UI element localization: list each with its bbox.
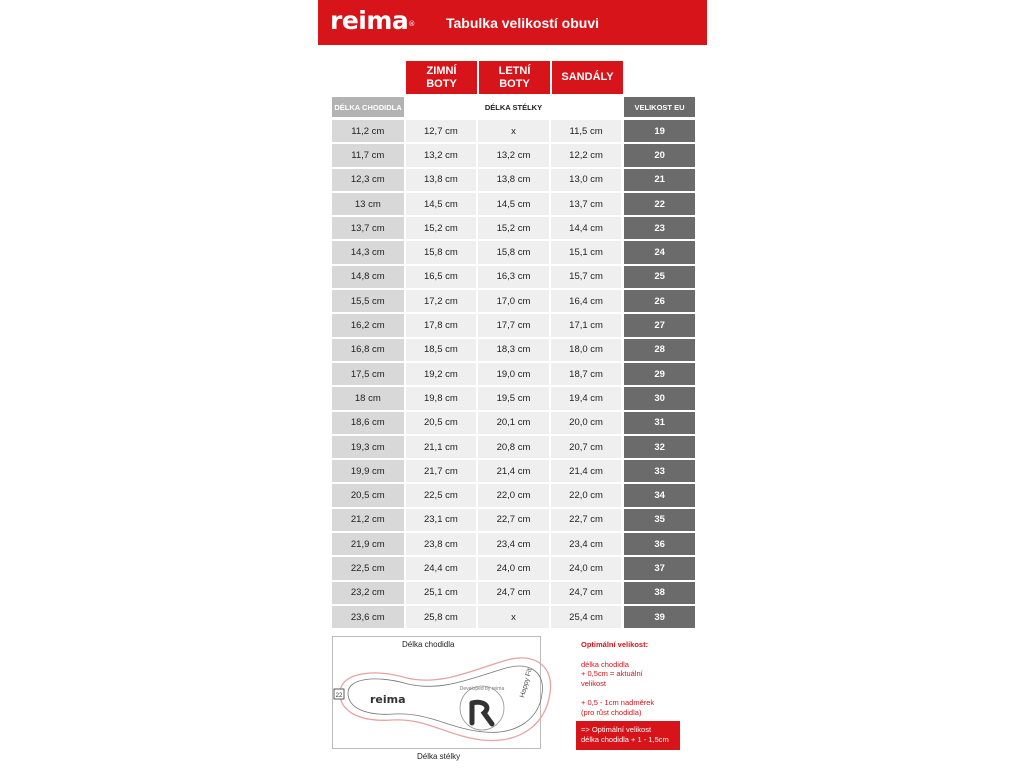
summer-boots-cell: 15,8 cm xyxy=(478,241,549,263)
eu-size-cell: 30 xyxy=(624,387,695,409)
eu-size-cell: 29 xyxy=(624,363,695,385)
winter-boots-cell: 15,2 cm xyxy=(406,217,477,239)
eu-size-cell: 21 xyxy=(624,169,695,191)
diagram-insole-length-label: Délka stélky xyxy=(417,752,461,761)
foot-length-cell: 22,5 cm xyxy=(332,557,404,579)
table-row xyxy=(332,533,695,555)
optimal-size-notes xyxy=(581,640,691,727)
table-row xyxy=(332,339,695,361)
winter-boots-cell: 19,8 cm xyxy=(406,387,477,409)
summer-boots-cell: 23,4 cm xyxy=(478,533,549,555)
header-banner xyxy=(318,0,707,45)
eu-size-cell: 24 xyxy=(624,241,695,263)
eu-size-cell: 37 xyxy=(624,557,695,579)
foot-length-cell: 21,9 cm xyxy=(332,533,404,555)
foot-length-cell: 11,7 cm xyxy=(332,144,404,166)
insole-logo: reima xyxy=(370,693,406,706)
sandals-cell: 15,7 cm xyxy=(551,266,622,288)
foot-length-cell: 14,8 cm xyxy=(332,266,404,288)
foot-length-cell: 19,9 cm xyxy=(332,460,404,482)
table-row xyxy=(332,193,695,215)
sandals-cell: 22,7 cm xyxy=(551,509,622,531)
foot-length-cell: 17,5 cm xyxy=(332,363,404,385)
sandals-cell: 20,0 cm xyxy=(551,412,622,434)
summer-boots-cell: 17,0 cm xyxy=(478,290,549,312)
eu-size-cell: 20 xyxy=(624,144,695,166)
sandals-cell: 16,4 cm xyxy=(551,290,622,312)
foot-length-cell: 23,2 cm xyxy=(332,582,404,604)
table-row xyxy=(332,582,695,604)
table-row xyxy=(332,557,695,579)
winter-boots-cell: 13,8 cm xyxy=(406,169,477,191)
summer-boots-cell: 21,4 cm xyxy=(478,460,549,482)
sandals-cell: 15,1 cm xyxy=(551,241,622,263)
summer-boots-cell: 17,7 cm xyxy=(478,314,549,336)
summer-boots-cell: 19,5 cm xyxy=(478,387,549,409)
eu-size-cell: 31 xyxy=(624,412,695,434)
table-row xyxy=(332,266,695,288)
eu-size-cell: 39 xyxy=(624,606,695,628)
winter-boots-cell: 23,8 cm xyxy=(406,533,477,555)
eu-size-cell: 32 xyxy=(624,436,695,458)
sandals-cell: 20,7 cm xyxy=(551,436,622,458)
insole-illustration xyxy=(332,648,562,748)
foot-length-cell: 23,6 cm xyxy=(332,606,404,628)
table-row xyxy=(332,606,695,628)
notes-title: Optimální velikost: xyxy=(581,640,649,649)
winter-boots-cell: 17,8 cm xyxy=(406,314,477,336)
winter-boots-cell: 25,8 cm xyxy=(406,606,477,628)
foot-length-cell: 13,7 cm xyxy=(332,217,404,239)
size-table xyxy=(332,120,695,630)
table-row xyxy=(332,484,695,506)
winter-boots-cell: 23,1 cm xyxy=(406,509,477,531)
winter-boots-cell: 22,5 cm xyxy=(406,484,477,506)
sandals-cell: 13,0 cm xyxy=(551,169,622,191)
sandals-cell: 18,7 cm xyxy=(551,363,622,385)
notes-growth-allowance: + 0,5 - 1cm nadměrek (pro růst chodidla) xyxy=(581,698,655,717)
eu-size-cell: 38 xyxy=(624,582,695,604)
sandals-cell: 12,2 cm xyxy=(551,144,622,166)
sandals-cell: 14,4 cm xyxy=(551,217,622,239)
eu-size-cell: 34 xyxy=(624,484,695,506)
diagram-foot-length-label: Délka chodidla xyxy=(402,640,455,649)
summer-boots-cell: 14,5 cm xyxy=(478,193,549,215)
winter-boots-cell: 16,5 cm xyxy=(406,266,477,288)
foot-length-cell: 14,3 cm xyxy=(332,241,404,263)
insole-heel-ring-icon xyxy=(460,686,504,730)
column-header-summer-boots: LETNÍ BOTY xyxy=(479,61,550,94)
winter-boots-cell: 12,7 cm xyxy=(406,120,477,142)
summer-boots-cell: 24,0 cm xyxy=(478,557,549,579)
table-row xyxy=(332,290,695,312)
eu-size-cell: 22 xyxy=(624,193,695,215)
column-header-sandals: SANDÁLY xyxy=(552,61,623,94)
summer-boots-cell: 16,3 cm xyxy=(478,266,549,288)
table-row xyxy=(332,412,695,434)
summer-boots-cell: 19,0 cm xyxy=(478,363,549,385)
sandals-cell: 17,1 cm xyxy=(551,314,622,336)
summer-boots-cell: 24,7 cm xyxy=(478,582,549,604)
foot-length-cell: 18 cm xyxy=(332,387,404,409)
eu-size-cell: 27 xyxy=(624,314,695,336)
summer-boots-cell: x xyxy=(478,120,549,142)
optimal-size-callout: => Optimální velikost délka chodidla + 1 - 1,5cm xyxy=(576,721,680,750)
eu-size-cell: 19 xyxy=(624,120,695,142)
summer-boots-cell: 20,8 cm xyxy=(478,436,549,458)
winter-boots-cell: 20,5 cm xyxy=(406,412,477,434)
foot-length-cell: 18,6 cm xyxy=(332,412,404,434)
eu-size-cell: 35 xyxy=(624,509,695,531)
winter-boots-cell: 24,4 cm xyxy=(406,557,477,579)
summer-boots-cell: 13,8 cm xyxy=(478,169,549,191)
summer-boots-cell: 18,3 cm xyxy=(478,339,549,361)
summer-boots-cell: 15,2 cm xyxy=(478,217,549,239)
foot-length-cell: 13 cm xyxy=(332,193,404,215)
winter-boots-cell: 21,7 cm xyxy=(406,460,477,482)
table-row xyxy=(332,241,695,263)
summer-boots-cell: 20,1 cm xyxy=(478,412,549,434)
foot-length-cell: 19,3 cm xyxy=(332,436,404,458)
foot-length-cell: 11,2 cm xyxy=(332,120,404,142)
table-row xyxy=(332,436,695,458)
table-row xyxy=(332,120,695,142)
winter-boots-cell: 21,1 cm xyxy=(406,436,477,458)
sandals-cell: 21,4 cm xyxy=(551,460,622,482)
eu-size-cell: 33 xyxy=(624,460,695,482)
winter-boots-cell: 19,2 cm xyxy=(406,363,477,385)
foot-length-cell: 12,3 cm xyxy=(332,169,404,191)
subheader-insole-length: DÉLKA STÉLKY xyxy=(484,102,543,112)
sandals-cell: 24,7 cm xyxy=(551,582,622,604)
eu-size-cell: 23 xyxy=(624,217,695,239)
sandals-cell: 23,4 cm xyxy=(551,533,622,555)
sandals-cell: 18,0 cm xyxy=(551,339,622,361)
column-header-winter-boots: ZIMNÍ BOTY xyxy=(406,61,477,94)
sandals-cell: 24,0 cm xyxy=(551,557,622,579)
insole-brand-text: Happy Fit xyxy=(519,667,534,699)
insole-r-mark-icon xyxy=(472,702,492,724)
table-row xyxy=(332,509,695,531)
winter-boots-cell: 18,5 cm xyxy=(406,339,477,361)
winter-boots-cell: 13,2 cm xyxy=(406,144,477,166)
table-row xyxy=(332,217,695,239)
subheader-eu-size: VELIKOST EU xyxy=(624,97,695,117)
sandals-cell: 19,4 cm xyxy=(551,387,622,409)
summer-boots-cell: 13,2 cm xyxy=(478,144,549,166)
page-title: Tabulka velikostí obuvi xyxy=(446,15,600,31)
foot-length-cell: 16,8 cm xyxy=(332,339,404,361)
table-row xyxy=(332,387,695,409)
foot-length-cell: 20,5 cm xyxy=(332,484,404,506)
summer-boots-cell: 22,7 cm xyxy=(478,509,549,531)
sandals-cell: 13,7 cm xyxy=(551,193,622,215)
table-row xyxy=(332,460,695,482)
notes-current-size: délka chodidla + 0,5cm = aktuální velikost xyxy=(581,659,643,688)
summer-boots-cell: 22,0 cm xyxy=(478,484,549,506)
insole-ring-text: Developed by reima xyxy=(459,686,505,692)
foot-length-cell: 21,2 cm xyxy=(332,509,404,531)
table-row xyxy=(332,314,695,336)
subheader-foot-length: DÉLKA CHODIDLA xyxy=(332,97,404,117)
winter-boots-cell: 17,2 cm xyxy=(406,290,477,312)
eu-size-cell: 26 xyxy=(624,290,695,312)
foot-length-cell: 16,2 cm xyxy=(332,314,404,336)
winter-boots-cell: 15,8 cm xyxy=(406,241,477,263)
winter-boots-cell: 14,5 cm xyxy=(406,193,477,215)
table-row xyxy=(332,169,695,191)
insole-size-number: 22 xyxy=(335,693,343,699)
sandals-cell: 11,5 cm xyxy=(551,120,622,142)
sandals-cell: 22,0 cm xyxy=(551,484,622,506)
winter-boots-cell: 25,1 cm xyxy=(406,582,477,604)
eu-size-cell: 25 xyxy=(624,266,695,288)
eu-size-cell: 36 xyxy=(624,533,695,555)
foot-length-cell: 15,5 cm xyxy=(332,290,404,312)
sandals-cell: 25,4 cm xyxy=(551,606,622,628)
eu-size-cell: 28 xyxy=(624,339,695,361)
table-row xyxy=(332,363,695,385)
table-row xyxy=(332,144,695,166)
reima-logo: reima® xyxy=(330,6,415,35)
summer-boots-cell: x xyxy=(478,606,549,628)
